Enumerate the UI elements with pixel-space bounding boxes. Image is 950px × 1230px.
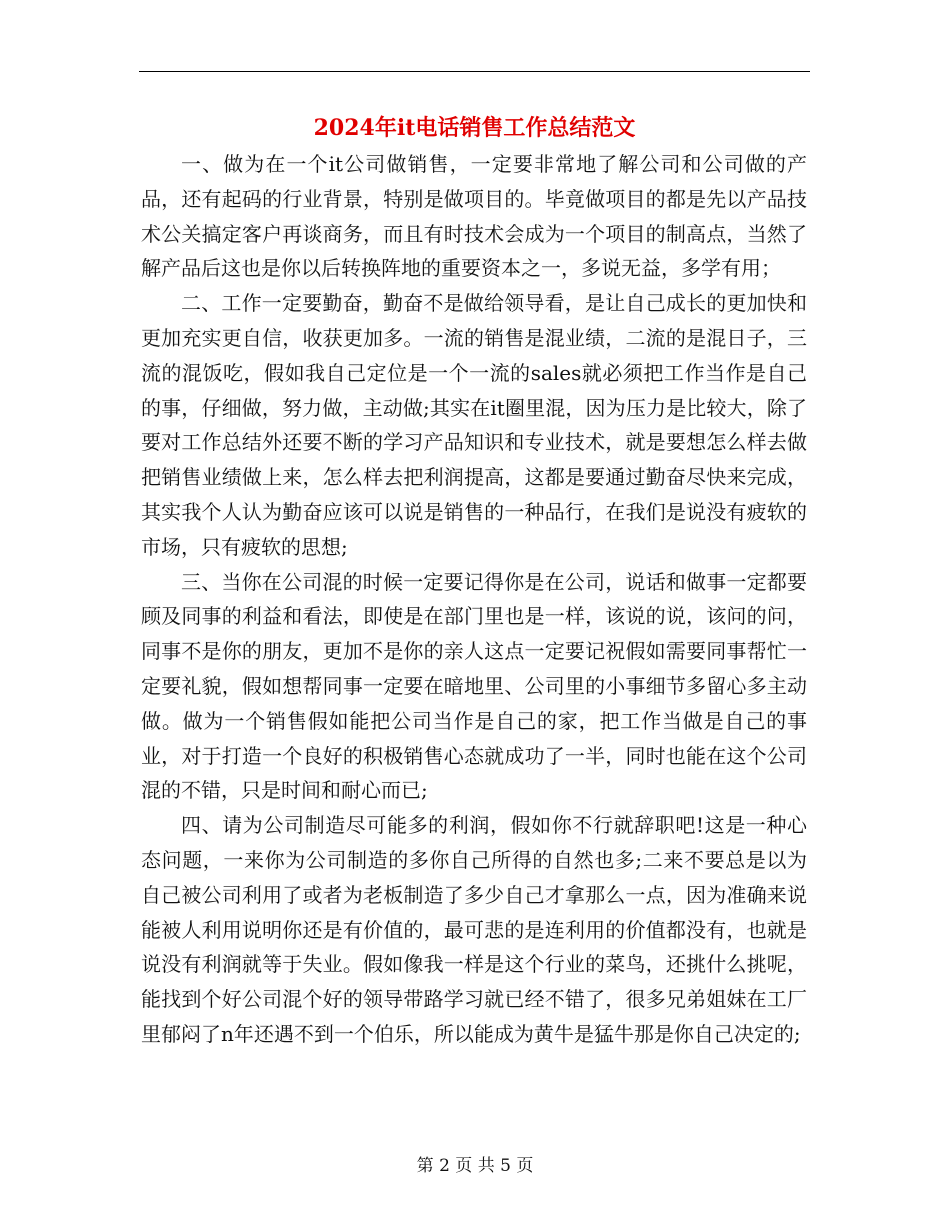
document-body: [141, 147, 807, 1052]
page-number-footer: 第 2 页 共 5 页: [416, 1156, 534, 1176]
paragraph-3: 三、当你在公司混的时候一定要记得你是在公司，说话和做事一定都要顾及同事的利益和看法，即使是在部门里也是一样，该说的说，该问的问，同事不是你的朋友，更加不是你的亲人这点一定要记祝假如需要同事帮忙一定要礼貌，假如想帮同事一定要在暗地里、公司里的小事细节多留心多主动做。做为一个销售假如能把公司当作是自己的家，把工作当做是自己的事业，对于打造一个良好的积极销售心态就成功了一半，同时也能在这个公司混的不错，只是时间和耐心而已;: [141, 569, 807, 803]
paragraph-4: 四、请为公司制造尽可能多的利润，假如你不行就辞职吧!这是一种心态问题，一来你为公司制造的多你自己所得的自然也多;二来不要总是以为自己被公司利用了或者为老板制造了多少自己才拿那么一点，因为准确来说能被人利用说明你还是有价值的，最可悲的是连利用的价值都没有，也就是说没有利润就等于失业。假如像我一样是这个行业的菜鸟，还挑什么挑呢，能找到个好公司混个好的领导带路学习就已经不错了，很多兄弟姐妹在工厂里郁闷了n年还遇不到一个伯乐，所以能成为黄牛是猛牛那是你自己决定的;: [141, 813, 807, 1046]
header-rule: [139, 71, 810, 72]
paragraph-2: 二、工作一定要勤奋，勤奋不是做给领导看，是让自己成长的更加快和更加充实更自信，收获更加多。一流的销售是混业绩，二流的是混日子，三流的混饭吃，假如我自己定位是一个一流的sales就必须把工作当作是自己的事，仔细做，努力做，主动做;其实在it圈里混，因为压力是比较大，除了要对工作总结外还要不断的学习产品知识和专业技术，就是要想怎么样去做把销售业绩做上来，怎么样去把利润提高，这都是要通过勤奋尽快来完成，其实我个人认为勤奋应该可以说是销售的一种品行，在我们是说没有疲软的市场，只有疲软的思想;: [141, 291, 807, 559]
paragraph-1: 一、做为在一个it公司做销售，一定要非常地了解公司和公司做的产品，还有起码的行业背景，特别是做项目的。毕竟做项目的都是先以产品技术公关搞定客户再谈商务，而且有时技术会成为一个项目的制高点，当然了解产品后这也是你以后转换阵地的重要资本之一，多说无益，多学有用；: [141, 152, 807, 281]
document-title: 2024年it电话销售工作总结范文: [313, 115, 636, 141]
